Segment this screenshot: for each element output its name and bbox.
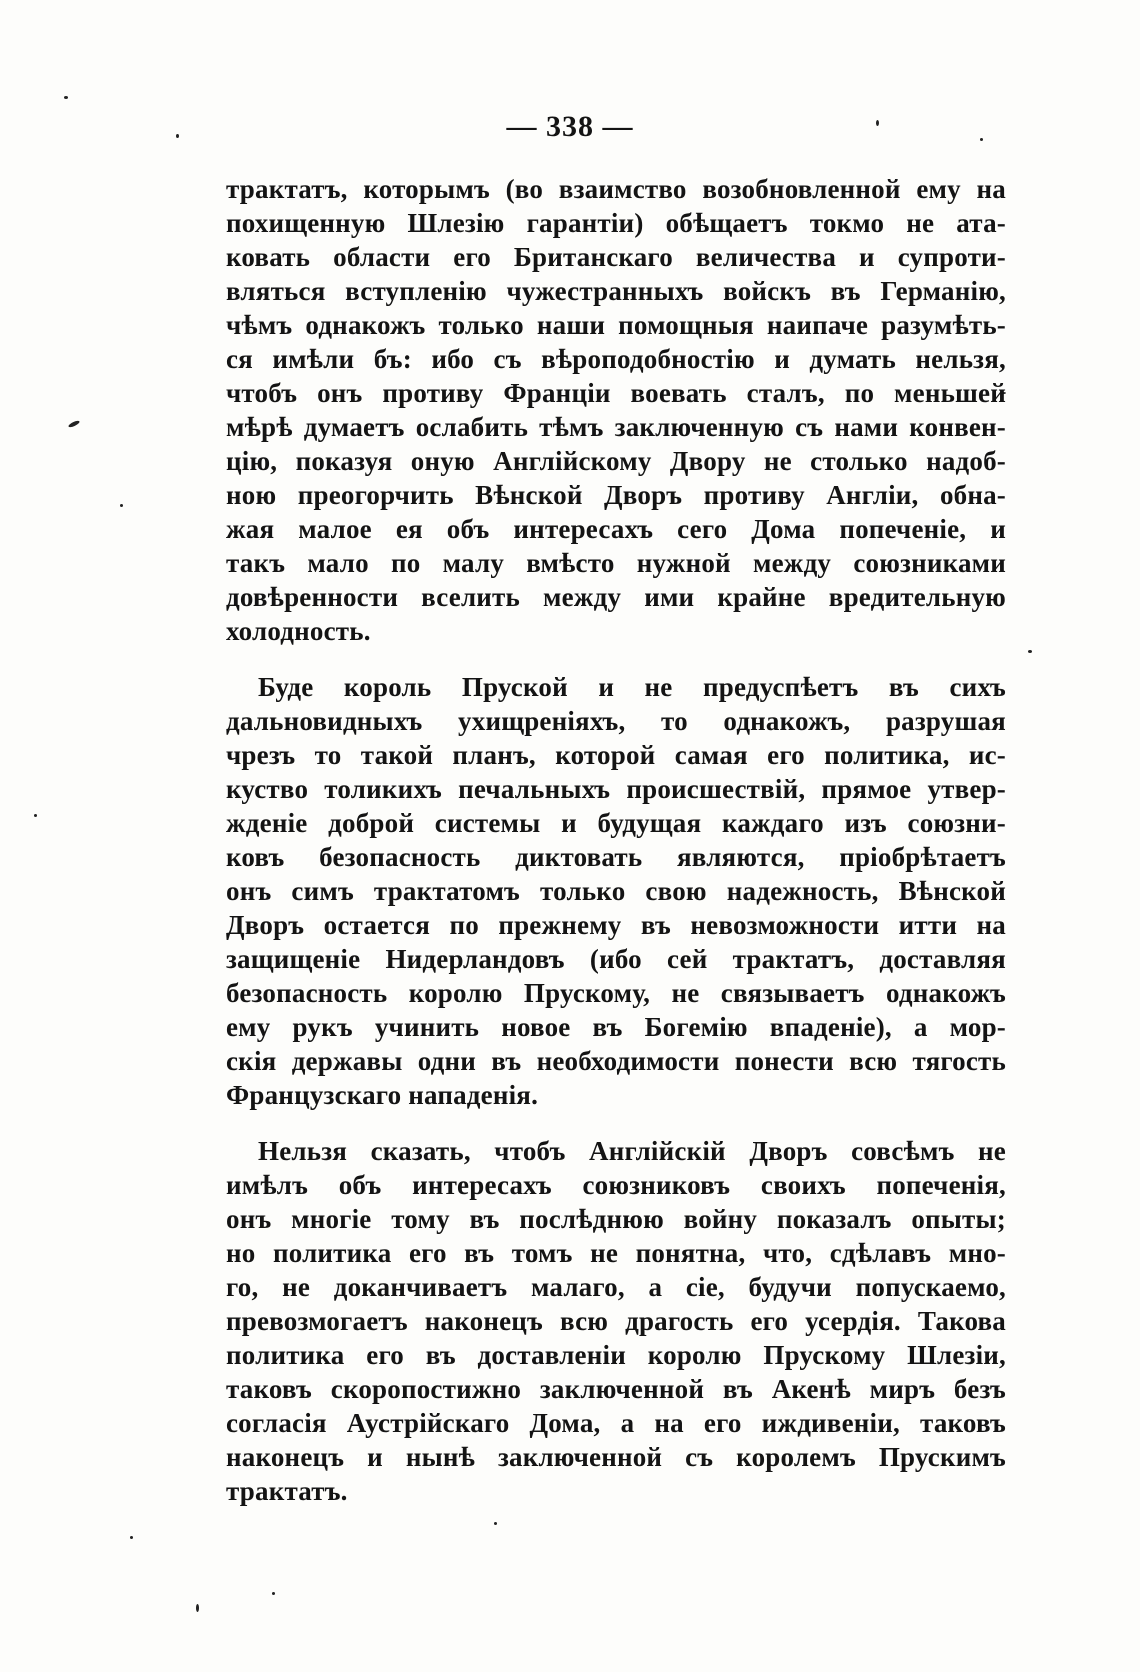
text-line: ною преогорчить Вѣнской Дворъ противу Англіи, обна- xyxy=(226,480,1006,510)
text-line: Дворъ остается по прежнему въ невозможности итти на xyxy=(226,910,1006,940)
text-line: Буде король Пруской и не предуспѣетъ въ сихъ xyxy=(258,672,1006,702)
text-line: согласія Аустрійскаго Дома, а на его иждивеніи, таковъ xyxy=(226,1408,1006,1438)
paragraph-gap xyxy=(226,1112,1006,1134)
text-line: чтобъ онъ противу Франціи воевать сталъ, по меньшей xyxy=(226,378,1006,408)
text-line: похищенную Шлезію гарантіи) обѣщаетъ токмо не ата- xyxy=(226,208,1006,238)
text-line: таковъ скоропостижно заключенной въ Акенѣ миръ безъ xyxy=(226,1374,1006,1404)
text-line: онъ симъ трактатомъ только свою надежность, Вѣнской xyxy=(226,876,1006,906)
body-text xyxy=(226,172,1006,1508)
text-line: го, не доканчиваетъ малаго, а сіе, будучи попускаемо, xyxy=(226,1272,1006,1302)
scan-speck xyxy=(494,1522,497,1525)
page-number: — 338 — xyxy=(506,110,634,143)
paragraph xyxy=(226,1134,1006,1508)
text-line: цію, показуя оную Англійскому Двору не столько надоб- xyxy=(226,446,1006,476)
scan-speck xyxy=(272,1592,275,1595)
text-line: но политика его въ томъ не понятна, что, сдѣлавъ мно- xyxy=(226,1238,1006,1268)
scan-speck xyxy=(130,1536,133,1539)
scan-speck xyxy=(64,96,68,99)
text-line: Французскаго нападенія. xyxy=(226,1080,539,1110)
text-line: ему рукъ учинить новое въ Богемію впаденіе), а мор- xyxy=(226,1012,1006,1042)
scan-speck xyxy=(196,1604,199,1612)
text-line: мѣрѣ думаетъ ослабить тѣмъ заключенную съ нами конвен- xyxy=(226,412,1006,442)
text-line: превозмогаетъ наконецъ всю драгость его усердія. Такова xyxy=(226,1306,1006,1336)
scan-speck xyxy=(68,420,81,429)
paragraph xyxy=(226,670,1006,1112)
paragraph xyxy=(226,172,1006,648)
text-line: жденіе доброй системы и будущая каждаго изъ союзни- xyxy=(226,808,1006,838)
text-line: защищеніе Нидерландовъ (ибо сей трактатъ, доставляя xyxy=(226,944,1006,974)
scan-speck xyxy=(34,814,37,817)
scan-speck xyxy=(120,504,123,507)
text-line: скія державы одни въ необходимости понести всю тягость xyxy=(226,1046,1006,1076)
text-line: политика его въ доставленіи королю Прускому Шлезіи, xyxy=(226,1340,1006,1370)
text-line: онъ многіе тому въ послѣднюю войну показалъ опыты; xyxy=(226,1204,1006,1234)
text-line: ковъ безопасность диктовать являются, пріобрѣтаетъ xyxy=(226,842,1006,872)
text-line: ковать области его Британскаго величества и супроти- xyxy=(226,242,1006,272)
text-line: такъ мало по малу вмѣсто нужной между союзниками xyxy=(226,548,1006,578)
text-line: довѣренности вселить между ими крайне вредительную xyxy=(226,582,1006,612)
text-line: чѣмъ однакожъ только наши помощныя наипаче разумѣть- xyxy=(226,310,1006,340)
text-line: трактатъ. xyxy=(226,1476,348,1506)
text-line: куство толикихъ печальныхъ происшествій, прямое утвер- xyxy=(226,774,1006,804)
scan-speck xyxy=(1028,650,1032,653)
text-line: имѣлъ объ интересахъ союзниковъ своихъ попеченія, xyxy=(226,1170,1006,1200)
text-line: наконецъ и нынѣ заключенной съ королемъ Прускимъ xyxy=(226,1442,1006,1472)
text-line: дальновидныхъ ухищреніяхъ, то однакожъ, разрушая xyxy=(226,706,1006,736)
text-line: вляться вступленію чужестранныхъ войскъ въ Германію, xyxy=(226,276,1006,306)
paragraph-gap xyxy=(226,648,1006,670)
text-line: холодность. xyxy=(226,616,371,646)
text-line: безопасность королю Прускому, не связываетъ однакожъ xyxy=(226,978,1006,1008)
text-line: трактатъ, которымъ (во взаимство возобновленной ему на xyxy=(226,174,1006,204)
text-line: ся имѣли бъ: ибо съ вѣроподобностію и думать нельзя, xyxy=(226,344,1006,374)
text-line: жая малое ея объ интересахъ сего Дома попеченіе, и xyxy=(226,514,1006,544)
text-line: Нельзя сказать, чтобъ Англійскій Дворъ совсѣмъ не xyxy=(258,1136,1006,1166)
text-line: чрезъ то такой планъ, которой самая его политика, ис- xyxy=(226,740,1006,770)
